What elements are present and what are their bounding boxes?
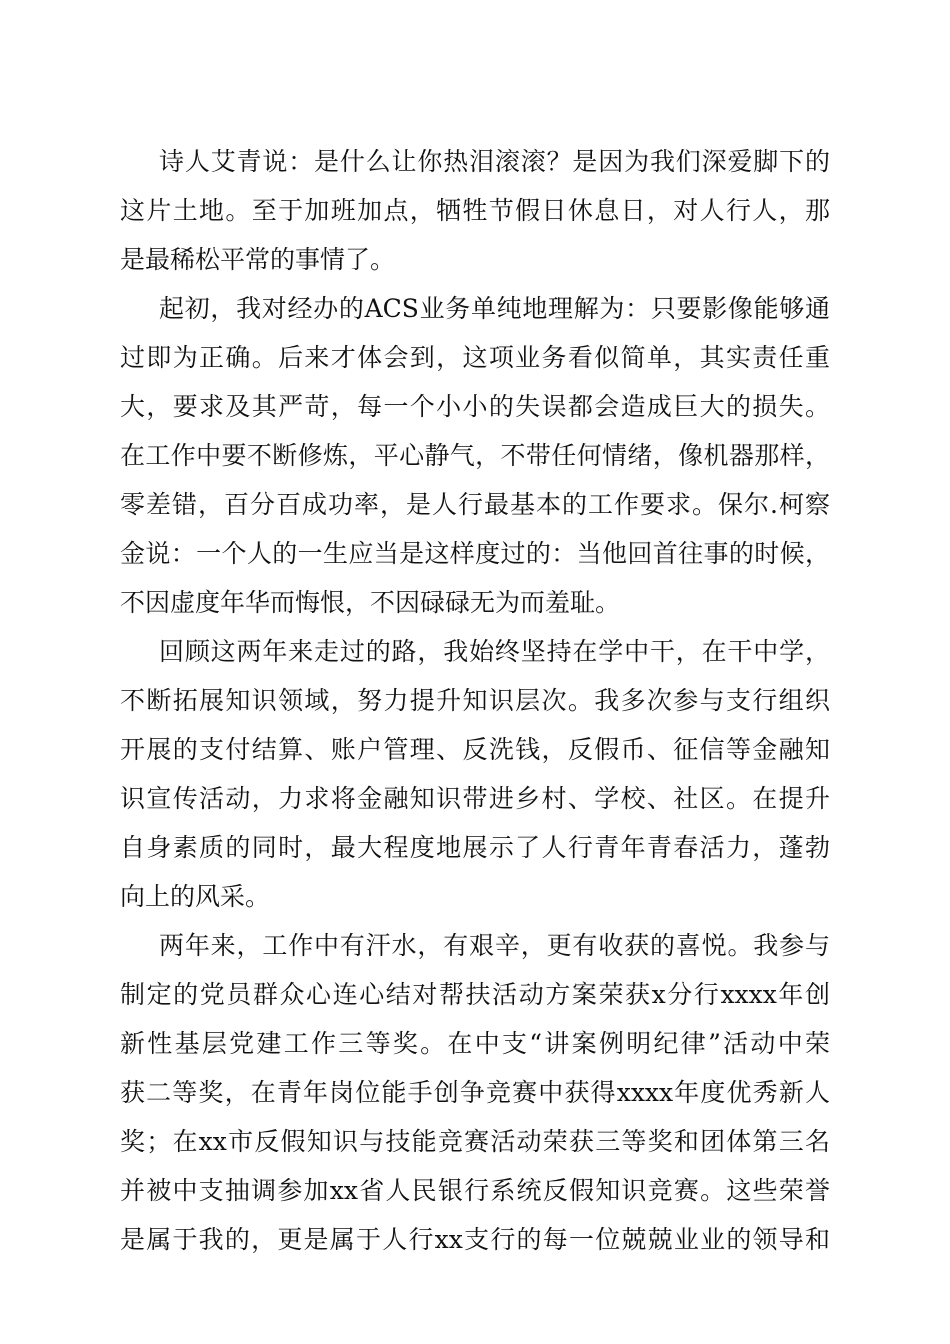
- paragraph-4: [120, 921, 830, 1264]
- text-line: 制定的党员群众心连心结对帮扶活动方案荣获x分行xxxx年创: [120, 980, 830, 1009]
- text-line: 奖；在xx市反假知识与技能竞赛活动荣获三等奖和团体第三名: [120, 1127, 830, 1156]
- paragraph-2: [120, 284, 830, 627]
- text-line: 自身素质的同时，最大程度地展示了人行青年青春活力，蓬勃: [120, 833, 830, 862]
- text-line: 开展的支付结算、账户管理、反洗钱，反假币、征信等金融知: [120, 735, 830, 764]
- text-line: 获二等奖，在青年岗位能手创争竞赛中获得xxxx年度优秀新人: [120, 1078, 830, 1107]
- paragraph-1: [120, 137, 830, 284]
- text-line: 向上的风采。: [120, 882, 271, 911]
- text-line: 并被中支抽调参加xx省人民银行系统反假知识竞赛。这些荣誉: [120, 1176, 830, 1205]
- text-line: 两年来，工作中有汗水，有艰辛，更有收获的喜悦。我参与: [159, 931, 830, 960]
- text-line: 是属于我的，更是属于人行xx支行的每一位兢兢业业的领导和: [120, 1225, 830, 1254]
- text-line: 识宣传活动，力求将金融知识带进乡村、学校、社区。在提升: [120, 784, 830, 813]
- text-line: 在工作中要不断修炼，平心静气，不带任何情绪，像机器那样，: [120, 441, 830, 470]
- text-line: 金说：一个人的一生应当是这样度过的：当他回首往事的时候，: [120, 539, 830, 568]
- text-line: 零差错，百分百成功率，是人行最基本的工作要求。保尔.柯察: [120, 490, 830, 519]
- text-line: 是最稀松平常的事情了。: [120, 245, 396, 274]
- text-line: 这片土地。至于加班加点，牺牲节假日休息日，对人行人，那: [120, 196, 830, 225]
- text-line: 不因虚度年华而悔恨，不因碌碌无为而羞耻。: [120, 588, 621, 617]
- paragraph-3: [120, 627, 830, 921]
- text-line: 新性基层党建工作三等奖。在中支“讲案例明纪律”活动中荣: [120, 1029, 830, 1058]
- document-body: [120, 137, 830, 1264]
- text-line: 起初，我对经办的ACS业务单纯地理解为：只要影像能够通: [159, 294, 830, 323]
- text-line: 过即为正确。后来才体会到，这项业务看似简单，其实责任重: [120, 343, 830, 372]
- text-line: 诗人艾青说：是什么让你热泪滚滚？是因为我们深爱脚下的: [159, 147, 830, 176]
- text-line: 回顾这两年来走过的路，我始终坚持在学中干，在干中学，: [159, 637, 830, 666]
- text-line: 大，要求及其严苛，每一个小小的失误都会造成巨大的损失。: [120, 392, 830, 421]
- text-line: 不断拓展知识领域，努力提升知识层次。我多次参与支行组织: [120, 686, 830, 715]
